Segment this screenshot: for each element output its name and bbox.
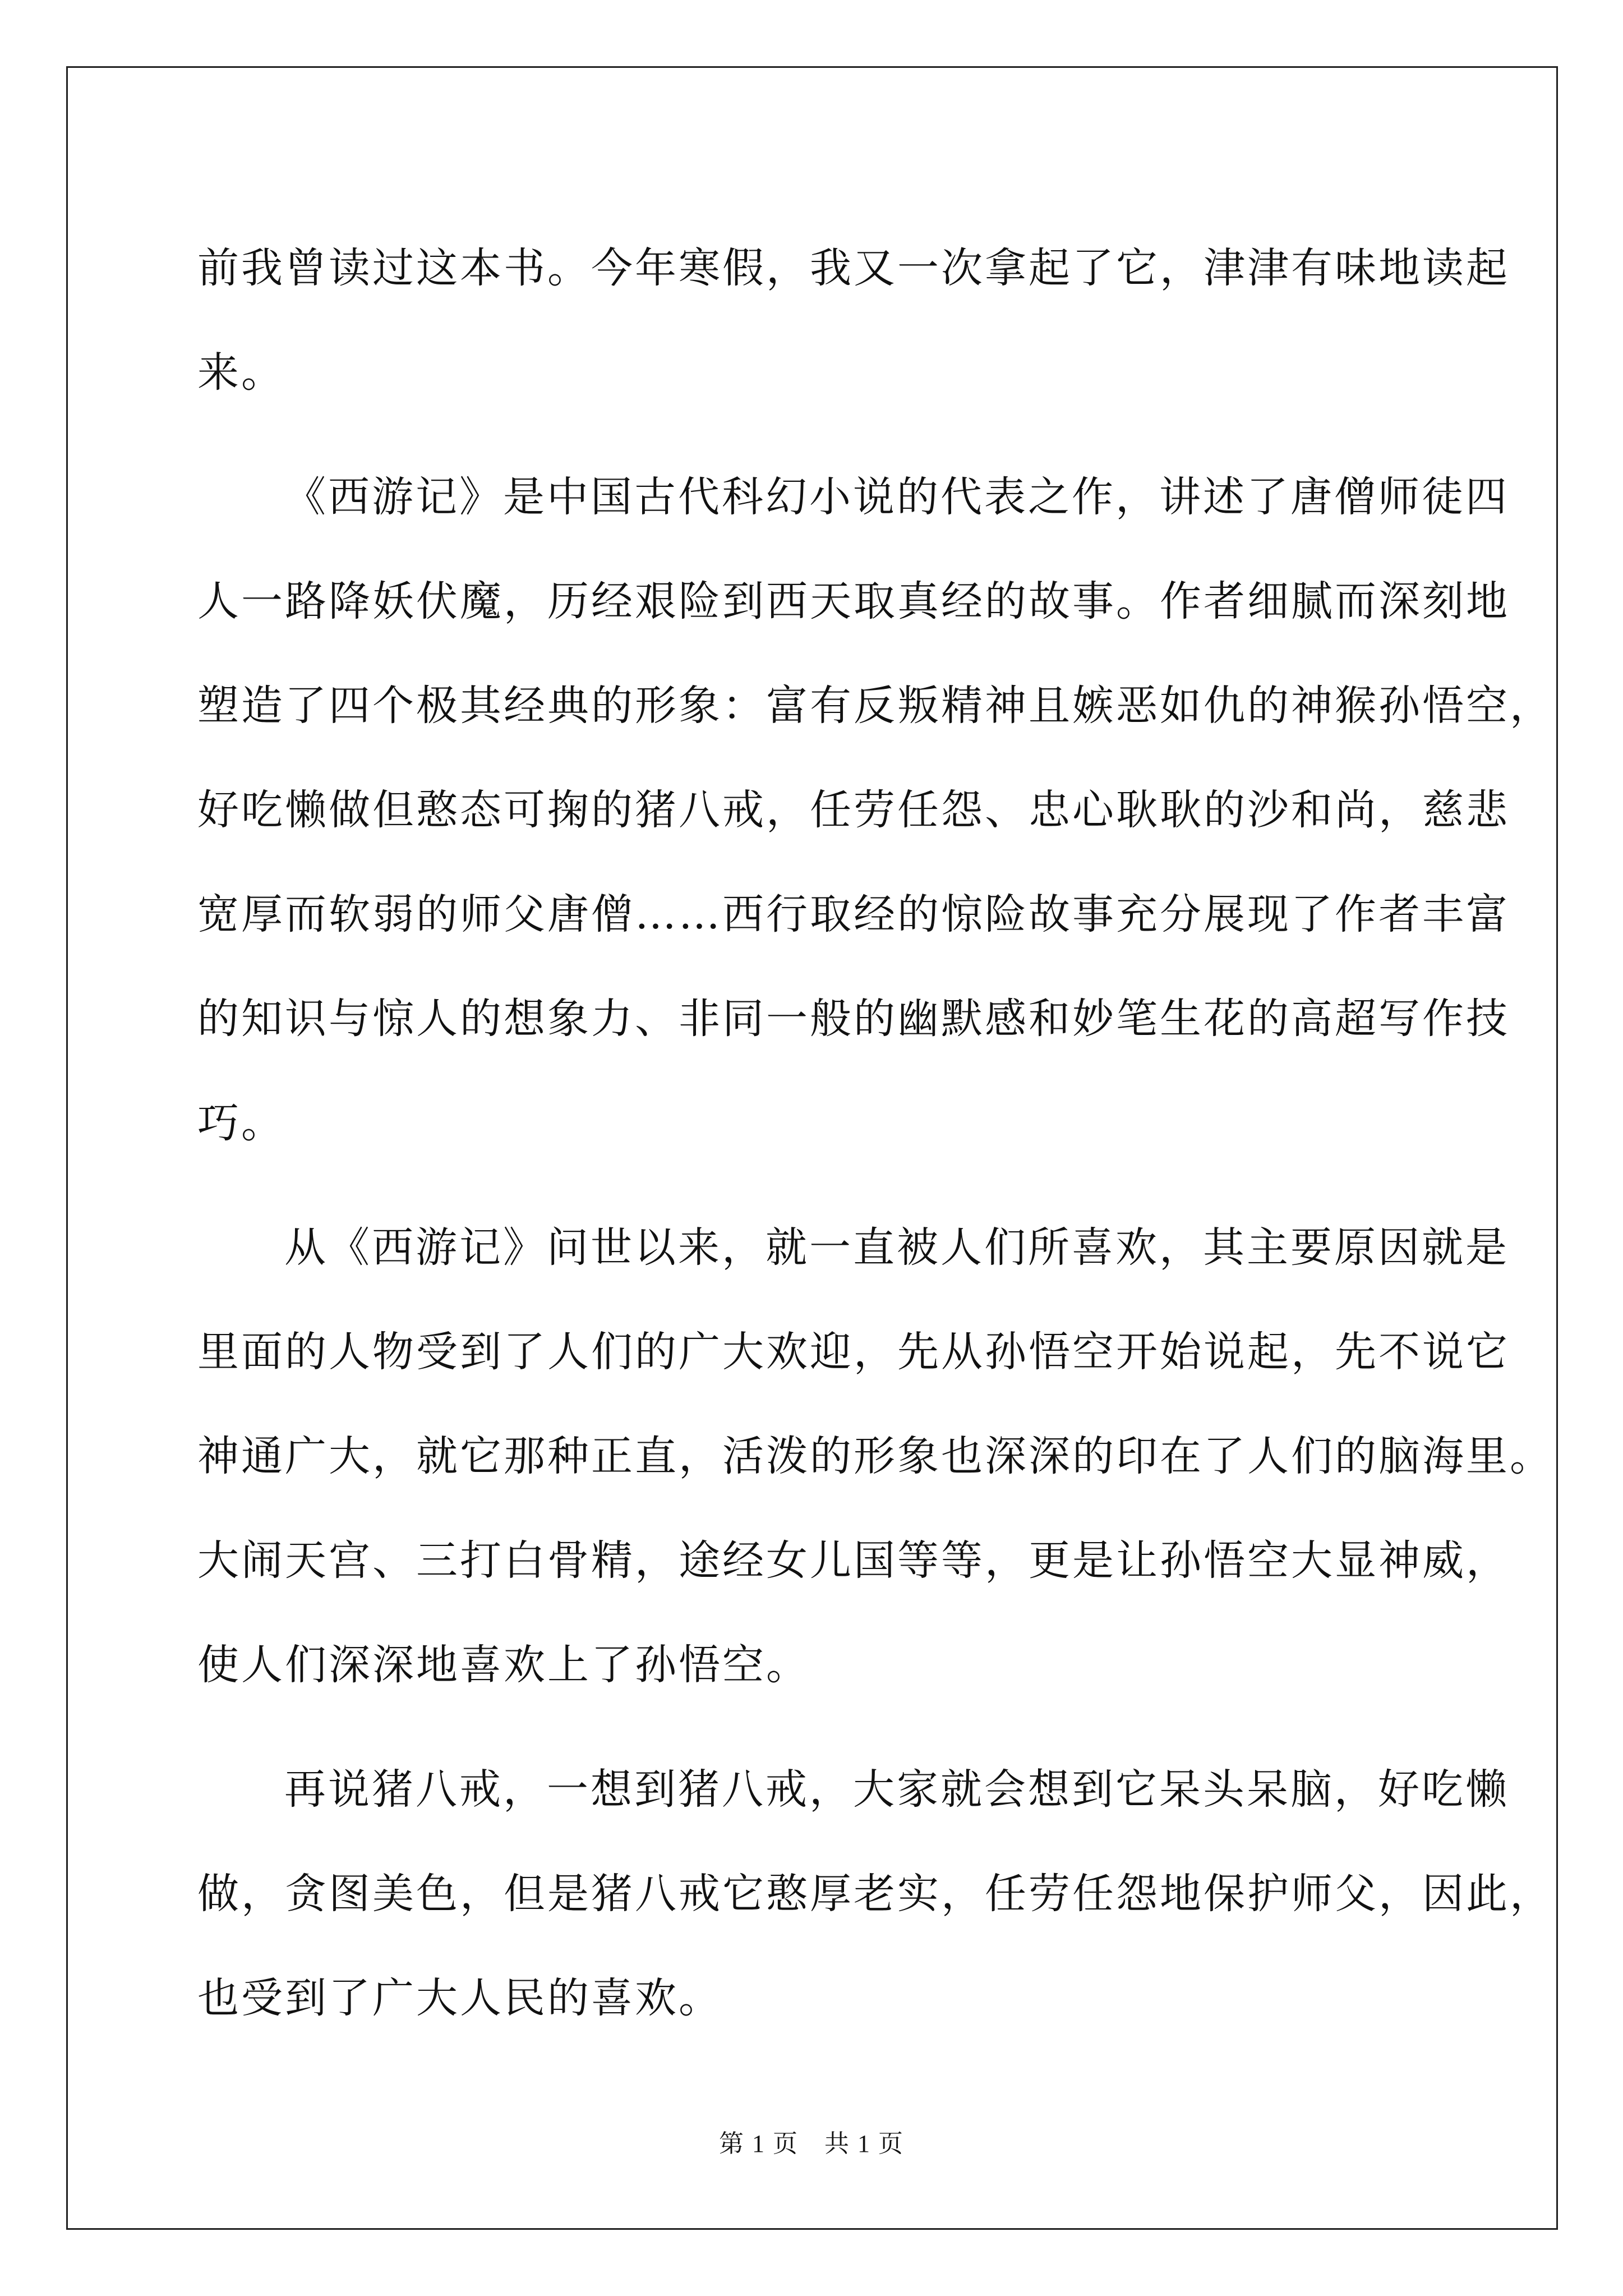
text-line: 来。 [197,348,285,397]
text-line: 也受到了广大人民的喜欢。 [197,1974,722,2022]
text-line: 做，贪图美色，但是猪八戒它憨厚老实，任劳任怨地保护师父，因此， [197,1870,1553,1918]
text-line: 塑造了四个极其经典的形象：富有反叛精神且嫉恶如仇的神猴孙悟空， [197,682,1553,730]
text-line: 《西游记》是中国古代科幻小说的代表之作，讲述了唐僧师徒四 [284,473,1509,521]
text-line: 大闹天宫、三打白骨精，途经女儿国等等，更是让孙悟空大显神威， [197,1536,1510,1585]
text-line: 再说猪八戒，一想到猪八戒，大家就会想到它呆头呆脑，好吃懒 [284,1765,1509,1814]
text-line: 宽厚而软弱的师父唐僧……西行取经的惊险故事充分展现了作者丰富 [197,890,1510,938]
paragraph-1 [197,216,1510,425]
paragraph-4 [197,1737,1553,2050]
paragraph-3 [197,1195,1553,1717]
paragraph-2 [197,445,1553,1175]
text-line: 神通广大，就它那种正直，活泼的形象也深深的印在了人们的脑海里。 [197,1432,1553,1480]
text-line: 巧。 [197,1099,285,1147]
text-line: 好吃懒做但憨态可掬的猪八戒，任劳任怨、忠心耿耿的沙和尚，慈悲 [197,786,1510,834]
text-line: 人一路降妖伏魔，历经艰险到西天取真经的故事。作者细腻而深刻地 [197,577,1510,625]
text-line: 使人们深深地喜欢上了孙悟空。 [197,1641,810,1689]
document-body [197,216,1553,2050]
text-line: 的知识与惊人的想象力、非同一般的幽默感和妙笔生花的高超写作技 [197,995,1510,1043]
page-number-footer: 第 1 页 共 1 页 [719,2130,904,2157]
text-line: 前我曾读过这本书。今年寒假，我又一次拿起了它，津津有味地读起 [197,244,1510,292]
text-line: 从《西游记》问世以来，就一直被人们所喜欢，其主要原因就是 [284,1223,1509,1272]
text-line: 里面的人物受到了人们的广大欢迎，先从孙悟空开始说起，先不说它 [197,1328,1510,1376]
